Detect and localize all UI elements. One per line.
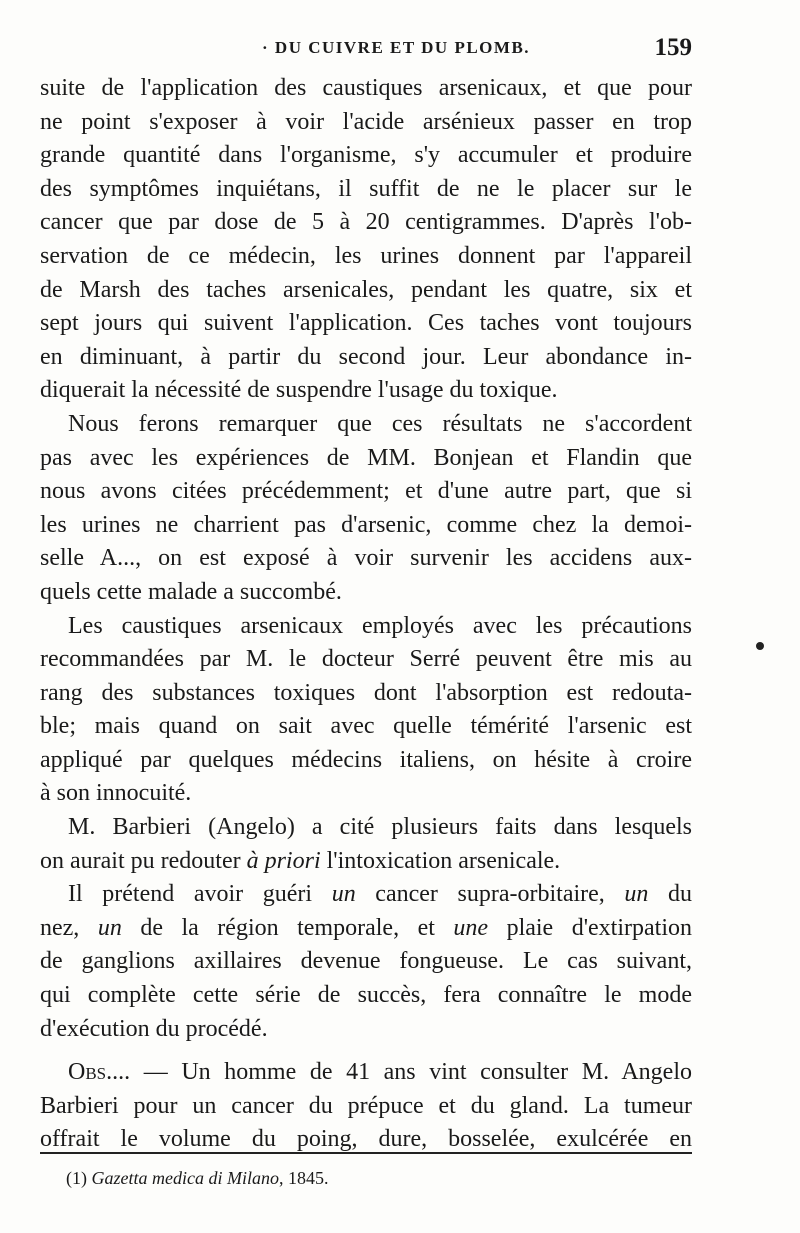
text-segment: cancer supra-orbitaire,: [355, 881, 625, 908]
text-line: selle A..., on est exposé à voir survenir les accidens aux-: [40, 545, 692, 572]
text-line: Nous ferons remarquer que ces résultats ne s'accordent: [68, 410, 692, 437]
text-line: grande quantité dans l'organisme, s'y accumuler et produire: [40, 142, 692, 169]
text-segment: on aurait pu redouter: [40, 847, 247, 874]
text-line: ne point s'exposer à voir l'acide arsénieux passer en trop: [40, 108, 692, 135]
running-head: [40, 34, 692, 64]
footnote-source: Gazetta medica di Milano: [91, 1168, 279, 1188]
text-line: M. Barbieri (Angelo) a cité plusieurs faits dans lesquels: [68, 814, 692, 841]
text-segment: plaie d'extirpation: [488, 914, 693, 941]
text-line: recommandées par M. le docteur Serré peuvent être mis au: [40, 646, 692, 673]
text-line: des symptômes inquiétans, il suffit de ne le placer sur le: [40, 175, 692, 202]
text-line: suite de l'application des caustiques arsenicaux, et que pour: [40, 75, 692, 101]
text-line: appliqué par quelques médecins italiens, on hésite à croire: [40, 746, 692, 773]
footnote-marker: (1): [66, 1168, 87, 1188]
italic-phrase: à priori: [246, 847, 321, 874]
text-line: rang des substances toxiques dont l'absorption est redouta-: [40, 679, 692, 706]
text-segment: de la région temporale, et: [121, 914, 454, 941]
text-line: cancer que par dose de 5 à 20 centigrammes. D'après l'ob-: [40, 209, 692, 236]
text-line: ble; mais quand on sait avec quelle témérité l'arsenic est: [40, 713, 692, 740]
body-text: [40, 72, 692, 1157]
text-line: sept jours qui suivent l'application. Ces taches vont toujours: [40, 310, 692, 337]
text-line: [40, 845, 692, 879]
footnote-rule: [40, 1152, 692, 1154]
text-line: diquerait la nécessité de suspendre l'usage du toxique.: [40, 377, 558, 404]
text-line: les urines ne charrient pas d'arsenic, comme chez la demoi-: [40, 511, 692, 538]
text-line: quels cette malade a succombé.: [40, 578, 342, 605]
text-line: pas avec les expériences de MM. Bonjean et Flandin que: [40, 444, 692, 471]
text-line: [40, 912, 692, 946]
footnote-year: , 1845.: [278, 1168, 329, 1188]
text-line: en diminuant, à partir du second jour. Leur abondance in-: [40, 343, 692, 370]
text-line: nous avons citées précédemment; et d'une autre part, que si: [40, 478, 692, 505]
obs-label: Obs.: [68, 1059, 113, 1086]
text-line: Les caustiques arsenicaux employés avec les précautions: [68, 612, 692, 639]
text-line: d'exécution du procédé.: [40, 1015, 268, 1042]
text-line: à son innocuité.: [40, 780, 192, 807]
text-segment: du: [648, 881, 692, 908]
italic-word: une: [453, 914, 489, 941]
italic-word: un: [331, 881, 356, 908]
text-segment: nez,: [40, 914, 98, 941]
text-line: de ganglions axillaires devenue fongueuse. Le cas suivant,: [40, 948, 692, 975]
text-line: qui complète cette série de succès, fera connaître le mode: [40, 982, 692, 1009]
footnote: [66, 1168, 328, 1189]
text-line: servation de ce médecin, les urines donnent par l'appareil: [40, 242, 692, 269]
text-segment: ... — Un homme de 41 ans vint consulter M. Angelo: [112, 1059, 692, 1086]
text-line: [40, 878, 692, 912]
running-title: · DU CUIVRE ET DU PLOMB.: [262, 38, 531, 57]
text-line: Barbieri pour un cancer du prépuce et du gland. La tumeur: [40, 1092, 692, 1119]
text-line: de Marsh des taches arsenicales, pendant les quatre, six et: [40, 276, 692, 303]
text-segment: l'intoxication arsenicale.: [320, 847, 561, 874]
italic-word: un: [624, 881, 649, 908]
page-number: 159: [654, 34, 692, 61]
ink-speck: [756, 642, 764, 650]
text-line: [40, 1056, 692, 1090]
text-segment: Il prétend avoir guéri: [68, 881, 332, 908]
text-line: offrait le volume du poing, dure, bosselée, exulcérée en: [40, 1126, 692, 1153]
italic-word: un: [97, 914, 122, 941]
